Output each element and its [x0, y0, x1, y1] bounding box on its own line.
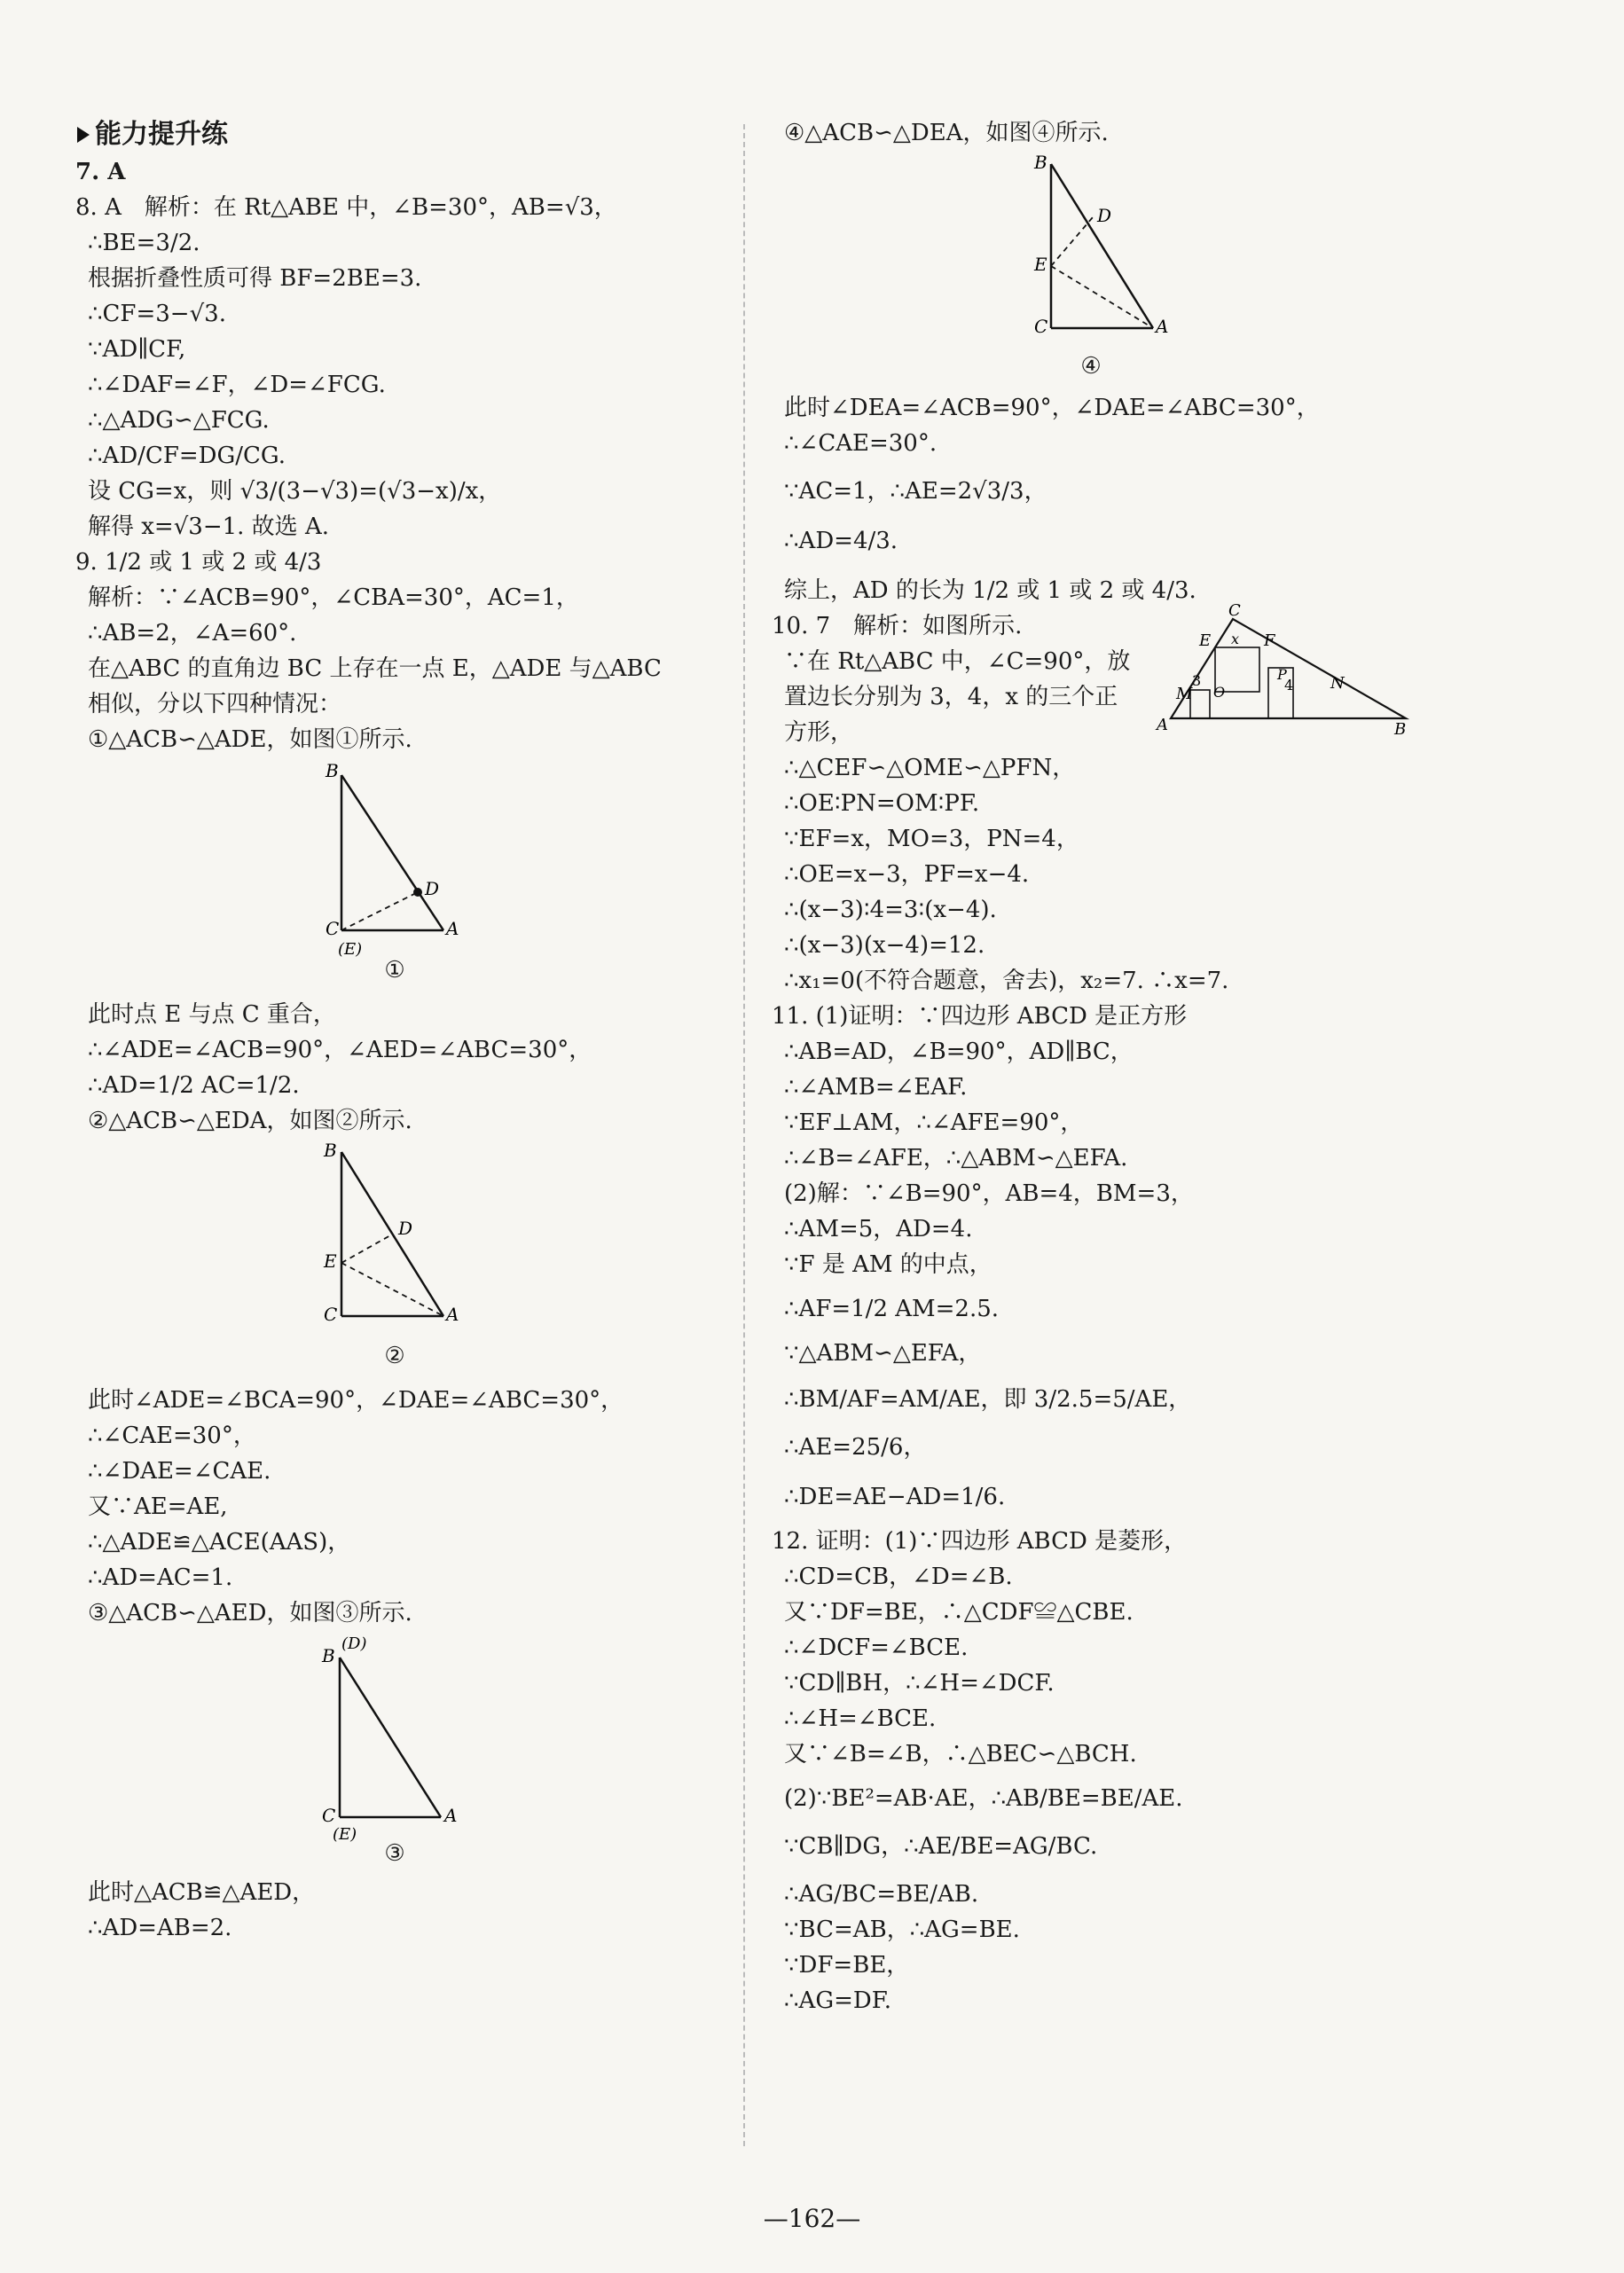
- answer-line: ∴∠DAE=∠CAE.: [88, 1458, 271, 1485]
- figure-3: [75, 1631, 714, 1875]
- answer-line: (2)解：∵∠B=90°，AB=4，BM=3，: [784, 1180, 1194, 1207]
- answer-line: ∴AD=AB=2.: [88, 1915, 232, 1941]
- svg-text:(E): (E): [333, 1825, 357, 1844]
- svg-text:C: C: [1228, 601, 1241, 620]
- answer-line: ∴∠CAE=30°.: [784, 430, 938, 457]
- column-divider: [743, 124, 745, 2146]
- answer-line: 此时∠DEA=∠ACB=90°，∠DAE=∠ABC=30°，: [784, 395, 1320, 421]
- answer-line: ∵在 Rt△ABC 中，∠C=90°，放: [784, 648, 1131, 675]
- answer-line: ④△ACB∽△DEA，如图④所示.: [784, 120, 1109, 146]
- svg-text:B: B: [1034, 152, 1047, 173]
- answer-line: 方形，: [784, 719, 854, 746]
- svg-text:D: D: [398, 1218, 413, 1239]
- answer-line: ∴AB=AD，∠B=90°，AD∥BC，: [784, 1039, 1134, 1065]
- answer-line: ∴OE∶PN=OM∶PF.: [784, 790, 980, 817]
- answer-line: 12. 证明：(1)∵四边形 ABCD 是菱形，: [772, 1528, 1188, 1555]
- answer-line: ∴(x−3)∶4=3∶(x−4).: [784, 897, 997, 923]
- answer-line: ∴DE=AE−AD=1/6.: [784, 1484, 1006, 1510]
- answer-line: ∴AM=5，AD=4.: [784, 1216, 973, 1242]
- svg-text:M: M: [1176, 685, 1193, 703]
- answer-line: 10. 7 解析：如图所示.: [772, 613, 1023, 639]
- answer-line: 相似，分以下四种情况：: [88, 691, 342, 717]
- left-column: [75, 115, 714, 1946]
- answer-line: ∴AD/CF=DG/CG.: [88, 443, 286, 469]
- svg-text:C: C: [326, 918, 340, 939]
- answer-line: ∴∠H=∠BCE.: [784, 1705, 937, 1732]
- answer-line: ∴AG/BC=BE/AB.: [784, 1881, 979, 1908]
- answer-line: 解得 x=√3−1. 故选 A.: [88, 513, 329, 540]
- svg-text:3: 3: [1192, 672, 1202, 689]
- answer-line: ∵△ABM∽△EFA，: [784, 1340, 982, 1367]
- right-column: [772, 115, 1410, 2018]
- answer-line: ∵CD∥BH，∴∠H=∠DCF.: [784, 1670, 1055, 1697]
- svg-text:D: D: [425, 878, 440, 899]
- answer-line: 设 CG=x，则 √3/(3−√3)=(√3−x)/x，: [88, 478, 502, 505]
- answer-line: ∴AE=25/6，: [784, 1434, 927, 1461]
- answer-line: 11. (1)证明：∵四边形 ABCD 是正方形: [772, 1003, 1188, 1030]
- answer-line: 解析：∵∠ACB=90°，∠CBA=30°，AC=1，: [88, 584, 579, 611]
- figure-2: [75, 1139, 714, 1383]
- answer-line: 又∵DF=BE，∴△CDF≌△CBE.: [784, 1599, 1134, 1626]
- svg-text:P: P: [1277, 666, 1287, 683]
- answer-line: ∴AD=4/3.: [784, 528, 898, 554]
- answer-line: ③△ACB∽△AED，如图③所示.: [88, 1600, 412, 1626]
- page-number: —162—: [763, 2204, 861, 2233]
- answer-line: ∴BM/AF=AM/AE，即 3/2.5=5/AE，: [784, 1386, 1192, 1413]
- answer-line: ∵BC=AB，∴AG=BE.: [784, 1916, 1020, 1943]
- figure-4: [772, 151, 1410, 390]
- answer-line: ∴AF=1/2 AM=2.5.: [784, 1296, 1000, 1322]
- svg-text:N: N: [1330, 674, 1345, 693]
- answer-line: 根据折叠性质可得 BF=2BE=3.: [88, 265, 422, 292]
- answer-line: ∴△CEF∽△OME∽△PFN，: [784, 755, 1076, 781]
- svg-text:B: B: [1394, 720, 1407, 734]
- svg-text:A: A: [1157, 716, 1168, 734]
- answer-line: 在△ABC 的直角边 BC 上存在一点 E，△ADE 与△ABC: [88, 655, 662, 682]
- answer-line: ∵F 是 AM 的中点，: [784, 1251, 992, 1278]
- svg-text:A: A: [446, 1304, 459, 1325]
- svg-text:A: A: [1156, 316, 1169, 337]
- answer-line: 又∵∠B=∠B，∴△BEC∽△BCH.: [784, 1741, 1137, 1767]
- triangle-bullet-icon: [77, 127, 90, 143]
- svg-text:B: B: [324, 1140, 337, 1161]
- triangle-diagram: [772, 151, 1410, 359]
- answer-line: 此时△ACB≌△AED，: [88, 1879, 316, 1906]
- svg-text:4: 4: [1284, 677, 1294, 694]
- answer-line: ∴△ADE≌△ACE(AAS)，: [88, 1529, 351, 1556]
- answer-line: ∴AD=AC=1.: [88, 1564, 233, 1591]
- answer-line: 此时∠ADE=∠BCA=90°，∠DAE=∠ABC=30°，: [88, 1387, 624, 1414]
- answer-line: 又∵AE=AE,: [88, 1493, 228, 1520]
- answer-line: 置边长分别为 3，4，x 的三个正: [784, 684, 1118, 710]
- triangle-diagram: [75, 1631, 714, 1844]
- answer-line: ∴∠AMB=∠EAF.: [784, 1074, 968, 1101]
- svg-text:(D): (D): [341, 1634, 367, 1653]
- answer-line: 综上，AD 的长为 1/2 或 1 或 2 或 4/3.: [784, 577, 1196, 604]
- answer-line: ∵AD∥CF,: [88, 336, 186, 363]
- answer-line: ①△ACB∽△ADE，如图①所示.: [88, 726, 412, 753]
- svg-text:C: C: [1034, 316, 1048, 337]
- answer-line: 8. A 解析：在 Rt△ABE 中，∠B=30°，AB=√3，: [75, 194, 617, 221]
- figure-number: ④: [1080, 353, 1102, 380]
- answer-line: ∵EF⊥AM，∴∠AFE=90°，: [784, 1109, 1084, 1136]
- svg-text:A: A: [446, 918, 459, 939]
- answer-line: ∴∠CAE=30°，: [88, 1423, 256, 1449]
- answer-line: 9. 1/2 或 1 或 2 或 4/3: [75, 549, 322, 576]
- svg-text:O: O: [1213, 684, 1226, 701]
- answer-line: 7. A: [75, 159, 126, 185]
- answer-line: ∵EF=x，MO=3，PN=4，: [784, 826, 1079, 852]
- svg-text:E: E: [1034, 254, 1047, 275]
- answer-line: ∴OE=x−3，PF=x−4.: [784, 861, 1030, 888]
- answer-line: ②△ACB∽△EDA，如图②所示.: [88, 1108, 412, 1134]
- answer-line: ∴CF=3−√3.: [88, 301, 226, 327]
- answer-line: ∴△ADG∽△FCG.: [88, 407, 270, 434]
- svg-text:C: C: [324, 1304, 338, 1325]
- problem-10-block: [772, 601, 1410, 750]
- answer-line: ∴AG=DF.: [784, 1987, 891, 2014]
- answer-line: ∴∠ADE=∠ACB=90°，∠AED=∠ABC=30°，: [88, 1037, 592, 1063]
- answer-line: ∴∠DAF=∠F，∠D=∠FCG.: [88, 372, 386, 398]
- svg-text:x: x: [1231, 631, 1240, 647]
- answer-line: ∴CD=CB，∠D=∠B.: [784, 1564, 1013, 1590]
- answer-line: ∴x₁=0(不符合题意，舍去)，x₂=7. ∴x=7.: [784, 968, 1229, 994]
- svg-text:C: C: [322, 1805, 336, 1826]
- svg-text:B: B: [322, 1645, 335, 1666]
- squares-diagram: [1153, 601, 1410, 734]
- answer-line: ∴∠B=∠AFE，∴△ABM∽△EFA.: [784, 1145, 1128, 1172]
- answer-line: (2)∵BE²=AB·AE，∴AB/BE=BE/AE.: [784, 1785, 1183, 1812]
- answer-line: ∴∠DCF=∠BCE.: [784, 1634, 969, 1661]
- triangle-diagram: [75, 1139, 714, 1347]
- answer-line: ∵AC=1，∴AE=2√3/3，: [784, 478, 1047, 505]
- svg-text:E: E: [1199, 631, 1212, 650]
- figure-number: ②: [384, 1343, 405, 1369]
- answer-line: ∴(x−3)(x−4)=12.: [784, 932, 985, 959]
- section-heading: 能力提升练: [75, 115, 714, 154]
- answer-line: ∴AD=1/2 AC=1/2.: [88, 1072, 300, 1099]
- svg-text:F: F: [1264, 631, 1275, 650]
- answer-line: 此时点 E 与点 C 重合，: [88, 1001, 336, 1028]
- svg-text:A: A: [444, 1805, 458, 1826]
- svg-text:(E): (E): [338, 940, 363, 959]
- svg-text:D: D: [1097, 205, 1112, 226]
- figure-1: [75, 757, 714, 997]
- answer-line: ∴BE=3/2.: [88, 230, 200, 256]
- answer-line: ∵CB∥DG，∴AE/BE=AG/BC.: [784, 1833, 1098, 1860]
- answer-line: ∵DF=BE，: [784, 1952, 910, 1979]
- svg-text:B: B: [326, 760, 339, 781]
- figure-number: ①: [384, 957, 405, 984]
- svg-text:E: E: [324, 1250, 337, 1272]
- figure-number: ③: [384, 1840, 405, 1867]
- triangle-diagram: [75, 757, 714, 961]
- answer-line: ∴AB=2，∠A=60°.: [88, 620, 297, 647]
